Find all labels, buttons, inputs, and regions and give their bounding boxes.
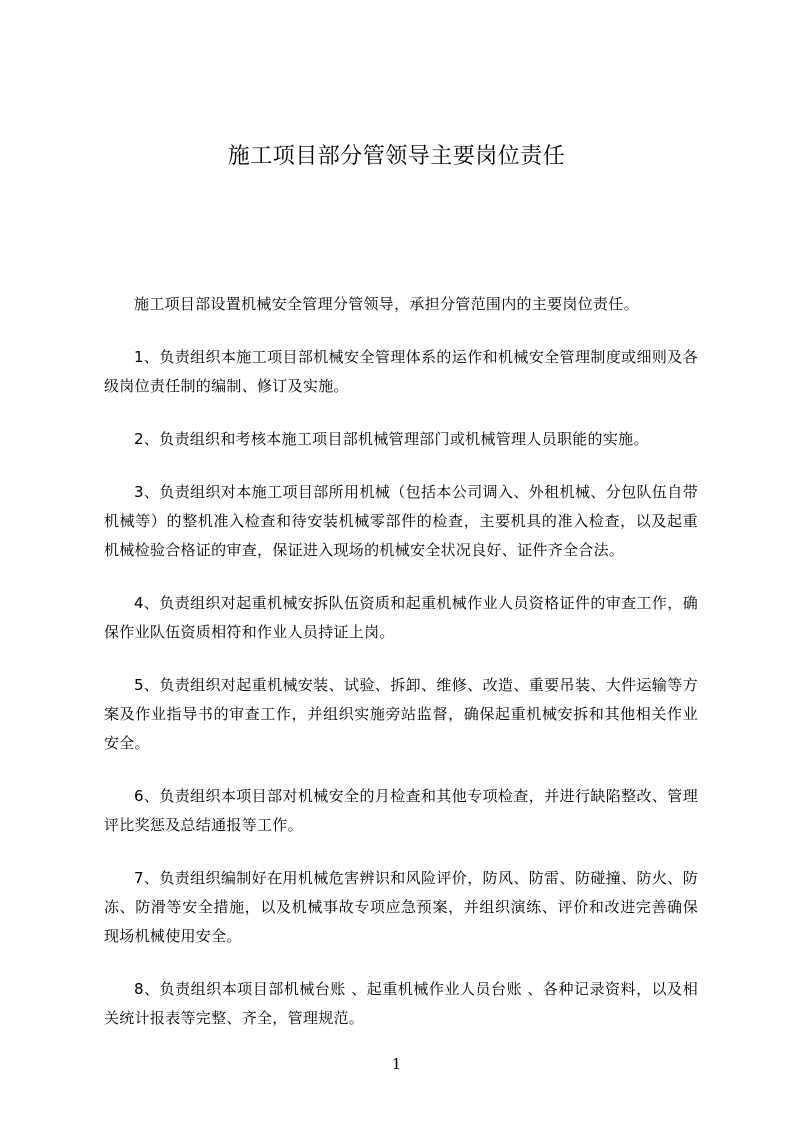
intro-paragraph: 施工项目部设置机械安全管理分管领导，承担分管范围内的主要岗位责任。 [134,295,639,313]
responsibility-item-7: 7、负责组织编制好在用机械危害辨识和风险评价，防风、防雷、防碰撞、防火、防冻、防滑等安全措施，以及机械事故专项应急预案，并组织演练、评价和改进完善确保现场机械使用安全。 [104,869,698,945]
responsibility-item-1: 1、负责组织本施工项目部机械安全管理体系的运作和机械安全管理制度或细则及各级岗位责任制的编制、修订及实施。 [104,348,698,395]
document-body [104,290,698,1057]
responsibility-item-5: 5、负责组织对起重机械安装、试验、拆卸、维修、改造、重要吊装、大件运输等方案及作业指导书的审查工作，并组织实施旁站监督，确保起重机械安拆和其他相关作业安全。 [104,676,698,752]
page-title: 施工项目部分管领导主要岗位责任 [227,144,566,169]
responsibility-item-2: 2、负责组织和考核本施工项目部机械管理部门或机械管理人员职能的实施。 [134,430,649,448]
page-number: 1 [391,1055,402,1073]
responsibility-item-4: 4、负责组织对起重机械安拆队伍资质和起重机械作业人员资格证件的审查工作，确保作业队伍资质相符和作业人员持证上岗。 [104,594,698,641]
responsibility-item-3: 3、负责组织对本施工项目部所用机械（包括本公司调入、外租机械、分包队伍自带机械等）的整机准入检查和待安装机械零部件的检查，主要机具的准入检查，以及起重机械检验合格证的审查，保证进入现场的机械安全状况良好、证件齐全合法。 [104,483,698,559]
responsibility-item-8: 8、负责组织本项目部机械台账 、起重机械作业人员台账 、各种记录资料，以及相关统计报表等完整、齐全，管理规范。 [104,980,698,1027]
responsibility-item-6: 6、负责组织本项目部对机械安全的月检查和其他专项检查，并进行缺陷整改、管理评比奖惩及总结通报等工作。 [104,787,698,834]
